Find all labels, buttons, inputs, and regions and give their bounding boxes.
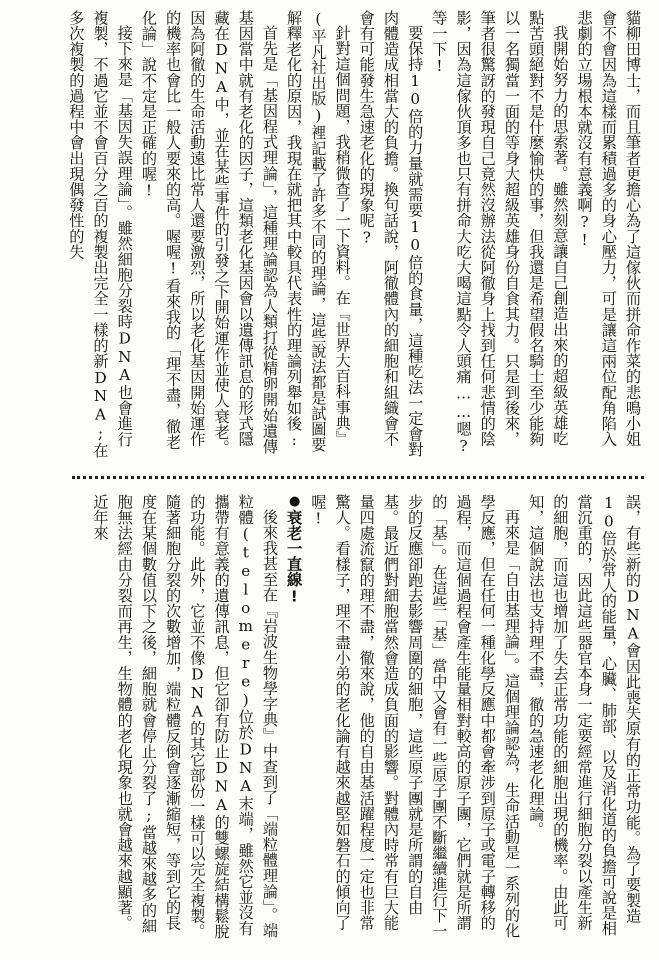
paragraph: 再來是「自由基理論」。這個理論認為，生命活動是一系列的化學反應，但在任何一種化學反應中都會牽涉到原子或電子轉移的過程，而這個過程會產生能量相對較高的原子團，它們就是所謂的「基」。在這些「基」當中又會有一些原子團不斷繼續進行下一步的反應卻跑去影響周圍的細胞，這些原子團就是所謂的自由基。最近們對細胞當然會造成負面的影響。對體內時常有巨大能量四處流竄的理不盡，徹來說，他的自由基活躍程度一定也非常驚人。看樣子，理不盡小弟的老化論有越來越堅如磐石的傾向了喔! <box>309 494 521 939</box>
paragraph: 首先是「基因程式理論」，這種理論認為人類打從精卵開始遺傳基因當中就有老化的因子，這類老化基因會以遺傳訊息的形式隱藏在DNA中，並在某些事件的引發之下開始運作並使人衰老。因為阿徹的生命活動遠比常人還要激烈，所以老化基因開始運作的機率也會比一般人要來的高。喔喔!看來我的「理不盡，徹老化論」說不定是正確的喔! <box>139 10 279 456</box>
bullet-icon: ● <box>287 494 303 510</box>
paragraph: 貓柳田博士，而且筆者更擔心為了這傢伙而拼命作菜的悲鳴小姐會不會因為這樣而累積過多的身心壓力，可是讓這兩位配角陷入悲劇的立場根本就沒有意義啊?! <box>575 10 642 447</box>
bottom-text-column <box>20 494 645 946</box>
paragraph: 我開始努力的思索著。雖然刻意讓自己創造出來的超級英雄吃點苦頭絕對不是什麼愉快的事，但我還是希望假名騎士至少能夠以一名獨當一面的等身大超級英雄身份自食其力。只是到後來，筆者很驚訝的發現自己竟然沒辦法從阿徹身上找到任何悲情的陰影，因為這傢伙頂多也只有拼命大吃大喝這點令人頭痛……嗯?等一下! <box>430 10 570 456</box>
paragraph: 針對這個問題，我稍微查了一下資料。在『世界大百科事典』(平凡社出版)裡記載了許多不同的理論，這些說法都是試圖要解釋老化的原因，我現在就把其中較具代表性的理論列舉如後: <box>285 10 352 453</box>
section-divider <box>72 476 644 479</box>
paragraph: 接下來是「基因失誤理論」。雖然細胞分裂時DNA也會進行複製，不過它並不會百分之百的複製出完全一樣的新DNA;在多次複製的過程中會出現偶發性的失 <box>67 10 134 458</box>
section-heading-title: 衰老一直線! <box>285 509 304 606</box>
paragraph: 要保持10倍的力量就需要10倍的食量，這種吃法一定會對肉體造成相當大的負擔。換句話說，阿徹體內的細胞和組織會不會有可能發生急速老化的現象呢? <box>357 10 425 458</box>
section-heading <box>282 494 306 946</box>
paragraph: 誤，有些新的DNA會因此喪失原有的正常功能。為了要製造10倍於常人的能量，心臟、肺部、以及消化道的負擔可說是相當沉重的，因此這些器官本身一定要經常進行細胞分裂以產生新的細胞，而這也增加了失去正常功能的細胞出現的機率。由此可知，這個說法也支持理不盡，徹的急速老化理論。 <box>527 494 642 937</box>
top-text-column <box>20 10 645 458</box>
paragraph: 後來我甚至在『岩波生物學字典』中查到了「端粒體理論」。端粒體(telomere)位於DNA末端，雖然它並沒有攜帶有意義的遺傳訊息，但它卻有防止DNA的雙螺旋結構鬆脫的功能。此外，它並不像DNA的其它部份一樣可以完全複製。隨著細胞分裂的次數增加，端粒體反倒會逐漸縮短，等到它的長度在某個數值以下之後，細胞就會停止分裂了;當越來越多的細胞無法經由分裂而再生，生物體的老化現象也就會越來越顯著。近年來 <box>91 494 279 940</box>
